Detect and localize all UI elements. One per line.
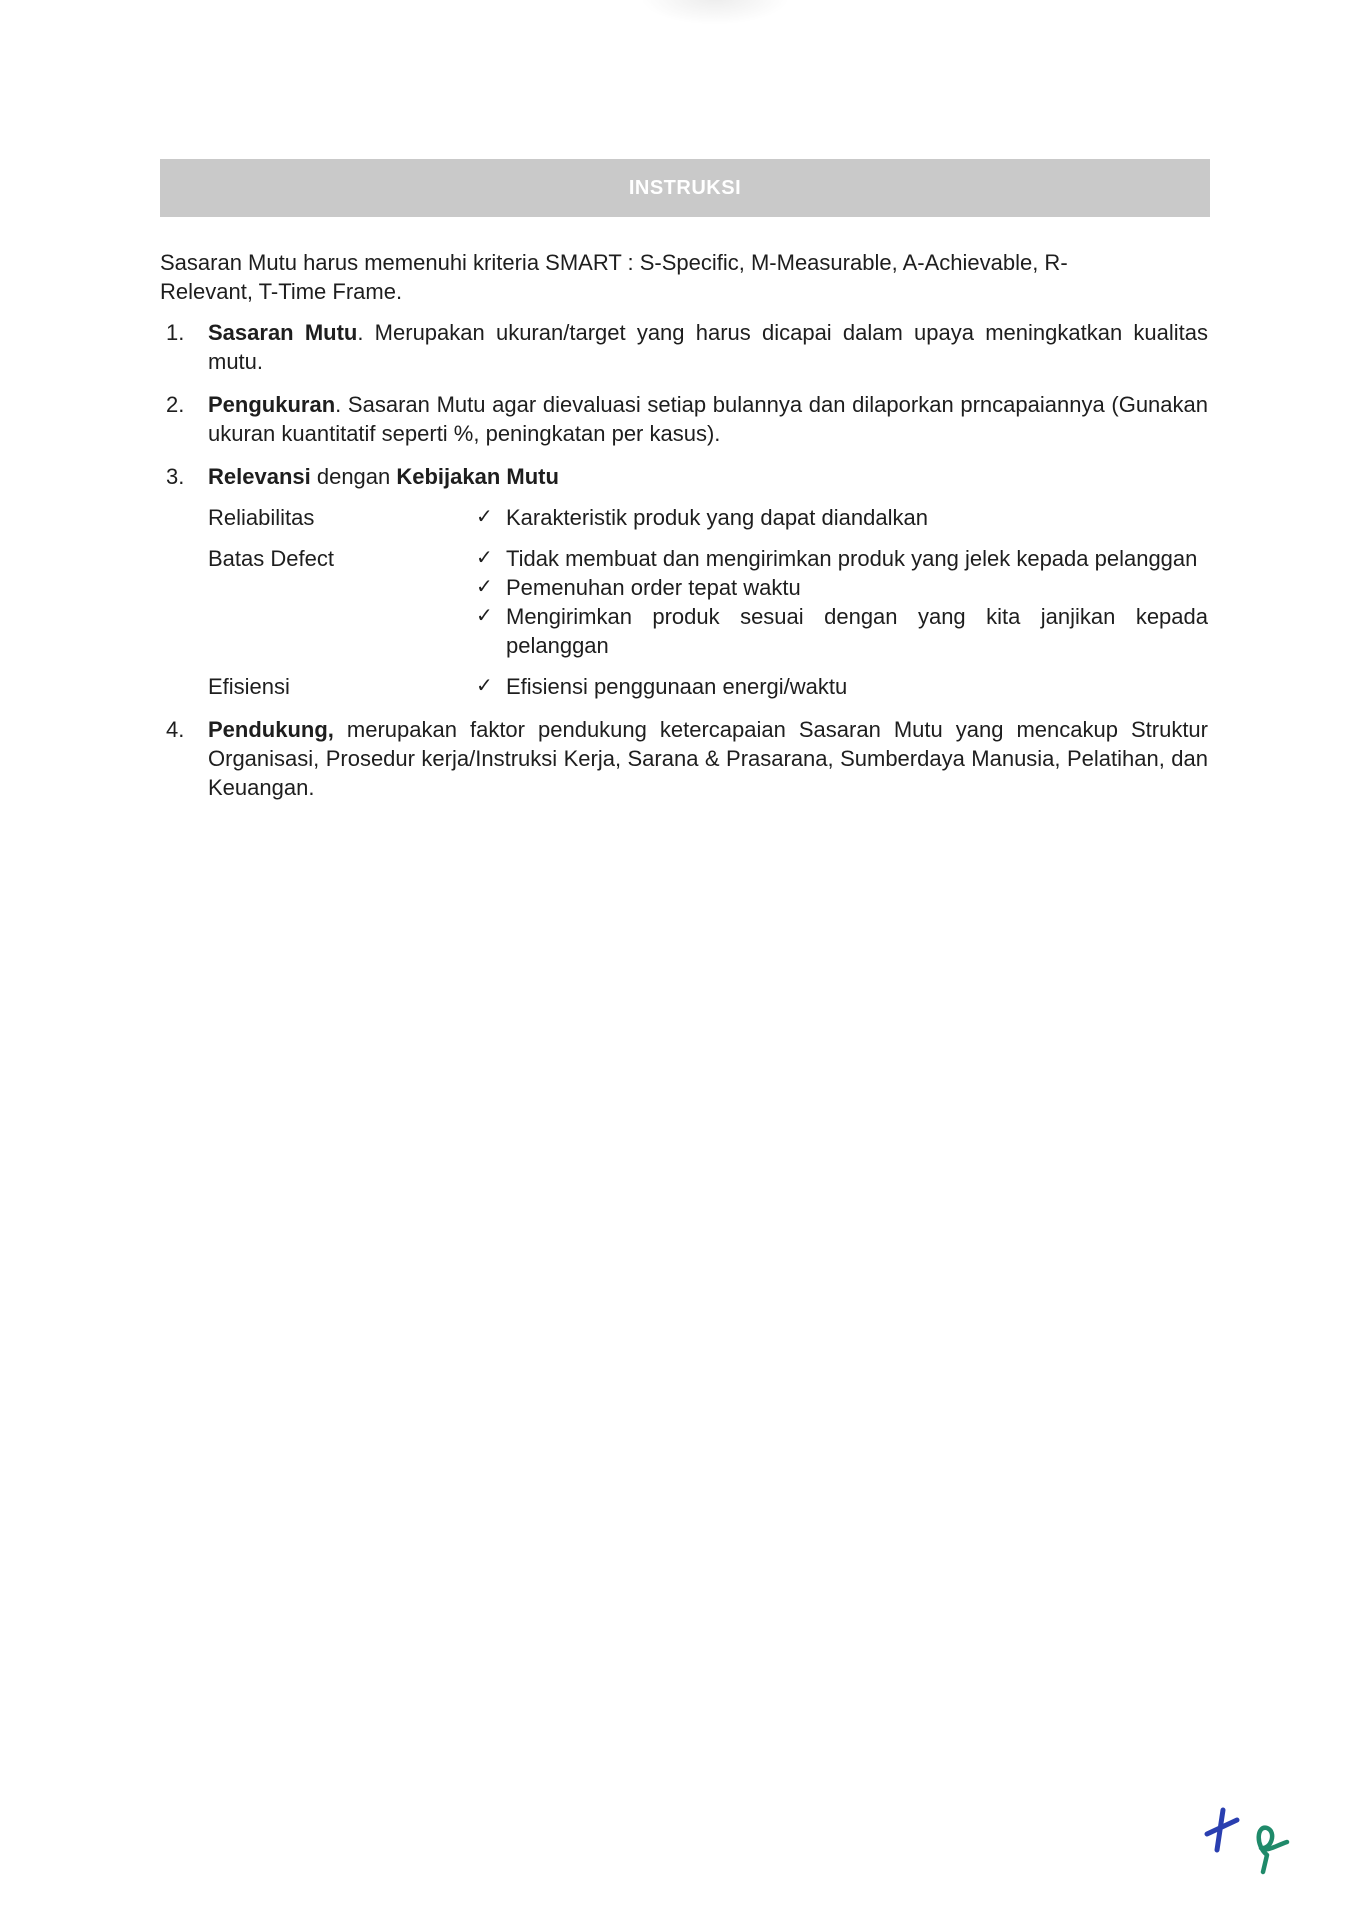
check-item <box>466 573 1208 602</box>
check-text: Karakteristik produk yang dapat diandalkan <box>506 505 928 530</box>
section-header-bar <box>160 159 1210 217</box>
intro-line-1: Sasaran Mutu harus memenuhi kriteria SMART : S-Specific, M-Measurable, A-Achievable, R- <box>160 250 1068 275</box>
check-text: Efisiensi penggunaan energi/waktu <box>506 674 848 699</box>
relevance-label: Efisiensi <box>208 674 290 699</box>
check-text: Tidak membuat dan mengirimkan produk yang jelek kepada pelanggan <box>506 546 1198 571</box>
checkmark-icon: ✓ <box>476 547 493 569</box>
list-item-1 <box>160 318 1208 376</box>
item-term: Relevansi <box>208 464 311 489</box>
checkmark-icon: ✓ <box>476 675 493 697</box>
item-text: . Merupakan ukuran/target yang harus dicapai dalam upaya meningkatkan kualitas mutu. <box>208 320 1208 374</box>
list-item-2 <box>160 390 1208 448</box>
item-text: dengan <box>310 464 397 489</box>
relevance-label: Reliabilitas <box>208 505 315 530</box>
scan-smudge <box>640 0 790 25</box>
relevance-checks <box>466 503 1208 532</box>
check-item <box>466 503 1208 532</box>
item-text: merupakan faktor pendukung ketercapaian Sasaran Mutu yang mencakup Struktur Organisasi, Prosedur kerja/Instruksi Kerja, Sarana & Prasarana, Sumberdaya Manusia, Pelatihan, dan Keuangan. <box>208 717 1208 800</box>
item-number: 1. <box>166 320 185 345</box>
item-body <box>208 462 1208 491</box>
check-text: Pemenuhan order tepat waktu <box>506 575 801 600</box>
relevance-row <box>208 672 1208 701</box>
relevance-checks <box>466 672 1208 701</box>
handwritten-initials <box>1195 1800 1305 1880</box>
intro-line-2: Relevant, T-Time Frame. <box>160 279 403 304</box>
item-number: 3. <box>166 464 185 489</box>
relevance-row <box>208 503 1208 532</box>
item-body <box>208 390 1208 448</box>
check-text: Mengirimkan produk sesuai dengan yang kita janjikan kepada pelanggan <box>506 604 1208 658</box>
item-number: 4. <box>166 717 185 742</box>
relevance-checks <box>466 544 1208 660</box>
relevance-label: Batas Defect <box>208 546 334 571</box>
check-item <box>466 544 1208 573</box>
item-number: 2. <box>166 392 185 417</box>
item-term-2: Kebijakan Mutu <box>396 464 559 489</box>
item-term: Sasaran Mutu <box>208 320 358 345</box>
item-term: Pendukung, <box>208 717 334 742</box>
initial-mark-blue <box>1207 1810 1237 1850</box>
item-body <box>208 715 1208 802</box>
relevance-table <box>208 503 1208 701</box>
intro-paragraph <box>160 248 1208 306</box>
check-item <box>466 602 1208 660</box>
item-text: . Sasaran Mutu agar dievaluasi setiap bulannya dan dilaporkan prncapaiannya (Gunakan ukuran kuantitatif seperti %, peningkatan per kasus). <box>208 392 1208 446</box>
list-item-3 <box>160 462 1208 491</box>
checkmark-icon: ✓ <box>476 506 493 528</box>
list-item-4 <box>160 715 1208 802</box>
initial-mark-green <box>1259 1828 1287 1872</box>
relevance-row <box>208 544 1208 660</box>
checkmark-icon: ✓ <box>476 605 493 627</box>
instructions-content <box>160 248 1208 816</box>
check-item <box>466 672 1208 701</box>
checkmark-icon: ✓ <box>476 576 493 598</box>
item-term: Pengukuran <box>208 392 336 417</box>
section-title: INSTRUKSI <box>628 176 742 199</box>
item-body <box>208 318 1208 376</box>
